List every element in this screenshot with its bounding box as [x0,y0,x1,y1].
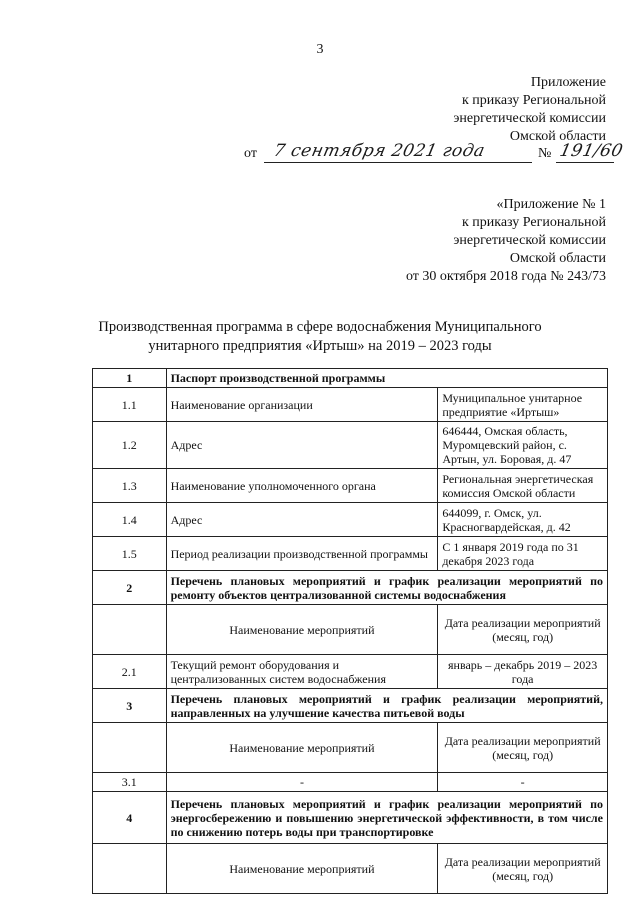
title-line: унитарного предприятия «Иртыш» на 2019 – 2023 годы [148,338,492,354]
section-number: 1 [93,369,167,388]
row-number: 2.1 [93,655,167,689]
column-header-name: Наименование мероприятий [166,844,438,894]
event-date: январь – декабрь 2019 – 2023 года [438,655,608,689]
row-value: Региональная энергетическая комиссия Омской области [438,469,608,503]
table-row [93,503,608,537]
row-number: 3.1 [93,773,167,792]
empty-cell [93,605,167,655]
order-number-prefix: № [538,146,552,161]
order-date-handwritten: 7 сентября 2021 года [271,141,487,161]
appendix-line: энергетической комиссии [453,111,606,126]
row-value: 646444, Омская область, Муромцевский район, с. Артын, ул. Боровая, д. 47 [438,422,608,469]
table-row [93,388,608,422]
column-header-date: Дата реализации мероприятий (месяц, год) [438,844,608,894]
empty-cell [93,844,167,894]
title-line: Производственная программа в сфере водоснабжения Муниципального [98,319,542,335]
section-title: Перечень плановых мероприятий и график реализации мероприятий по энергосбережению и повышению энергетической эффективности, в том числе по снижению потерь воды при транспортировке [166,792,607,844]
section-number: 2 [93,571,167,605]
column-header-date: Дата реализации мероприятий (месяц, год) [438,723,608,773]
column-header-name: Наименование мероприятий [166,723,438,773]
table-row [93,792,608,844]
order-number-handwritten: 191/60 [557,141,625,161]
appendix-1-line: Омской области [509,251,606,266]
section-title: Перечень плановых мероприятий и график реализации мероприятий по ремонту объектов централизованной системы водоснабжения [166,571,607,605]
table-row [93,844,608,894]
appendix-line: Приложение [530,75,606,90]
section-number: 3 [93,689,167,723]
row-value: 644099, г. Омск, ул. Красногвардейская, д. 42 [438,503,608,537]
column-header-name: Наименование мероприятий [166,605,438,655]
table-row [93,422,608,469]
table-row [93,655,608,689]
row-number: 1.5 [93,537,167,571]
row-label: Адрес [166,422,438,469]
event-name: Текущий ремонт оборудования и централизованных систем водоснабжения [166,655,438,689]
column-header-date: Дата реализации мероприятий (месяц, год) [438,605,608,655]
table-row [93,571,608,605]
appendix-1-line: от 30 октября 2018 года № 243/73 [405,269,606,284]
empty-cell [93,723,167,773]
row-label: Период реализации производственной программы [166,537,438,571]
row-label: Адрес [166,503,438,537]
order-prefix: от [244,146,257,161]
row-value: Муниципальное унитарное предприятие «Иртыш» [438,388,608,422]
row-number: 1.4 [93,503,167,537]
row-number: 1.3 [93,469,167,503]
table-row [93,605,608,655]
appendix-1-reference [406,196,606,286]
appendix-header [453,74,606,146]
row-label: Наименование уполномоченного органа [166,469,438,503]
appendix-1-line: к приказу Региональной [461,215,606,230]
appendix-1-line: «Приложение № 1 [496,197,606,212]
row-number: 1.1 [93,388,167,422]
table-row [93,537,608,571]
row-number: 1.2 [93,422,167,469]
table-row [93,773,608,792]
section-title: Паспорт производственной программы [166,369,607,388]
table-row [93,689,608,723]
appendix-1-line: энергетической комиссии [453,233,606,248]
section-number: 4 [93,792,167,844]
table-row [93,469,608,503]
document-title [60,318,580,356]
production-program-table [92,368,608,894]
event-date: - [438,773,608,792]
appendix-line: к приказу Региональной [461,93,606,108]
page-number: 3 [316,42,324,57]
row-value: С 1 января 2019 года по 31 декабря 2023 года [438,537,608,571]
section-title: Перечень плановых мероприятий и график реализации мероприятий, направленных на улучшение качества питьевой воды [166,689,607,723]
table-row [93,723,608,773]
event-name: - [166,773,438,792]
table-row [93,369,608,388]
appendix-line: Омской области [509,129,606,144]
order-reference [244,141,625,166]
row-label: Наименование организации [166,388,438,422]
